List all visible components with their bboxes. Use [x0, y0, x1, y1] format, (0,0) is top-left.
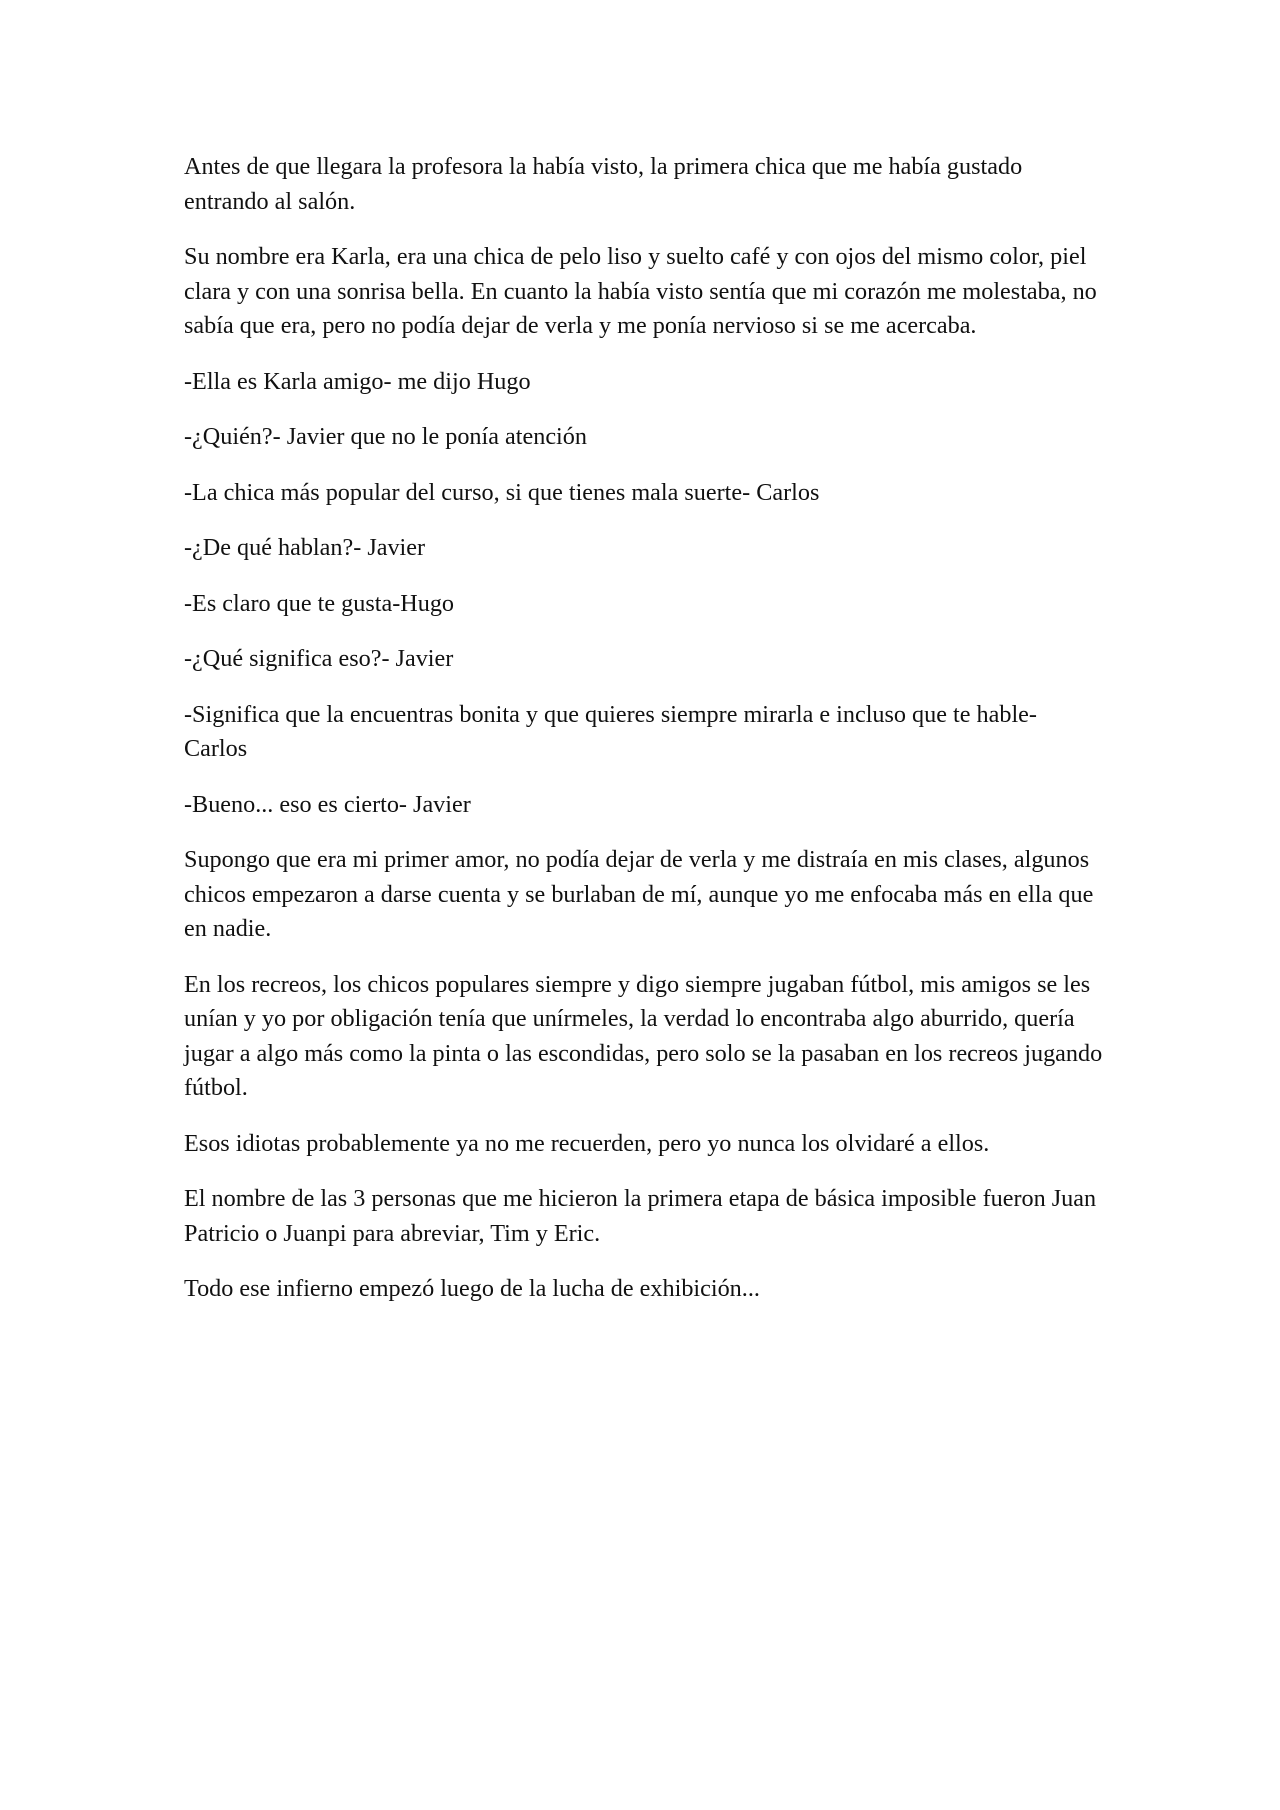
dialogue-line: -¿De qué hablan?- Javier: [184, 534, 426, 561]
paragraph: En los recreos, los chicos populares siempre y digo siempre jugaban fútbol, mis amigos se les unían y yo por obligación tenía que unírmeles, la verdad lo encontraba algo aburrido, quería jugar a algo más como la pinta o las escondidas, pero solo se la pasaban en los recreos jugando fútbol.: [184, 970, 1103, 1101]
paragraph: Esos idiotas probablemente ya no me recuerden, pero yo nunca los olvidaré a ellos.: [184, 1129, 990, 1157]
paragraph: Su nombre era Karla, era una chica de pelo liso y suelto café y con ojos del mismo color, piel clara y con una sonrisa bella. En cuanto la había visto sentía que mi corazón me molestaba, no sabía que era, pero no podía dejar de verla y me ponía nervioso si se me acercaba.: [184, 243, 1097, 339]
paragraph: Todo ese infierno empezó luego de la lucha de exhibición...: [184, 1275, 760, 1302]
paragraph: Supongo que era mi primer amor, no podía dejar de verla y me distraía en mis clases, algunos chicos empezaron a darse cuenta y se burlaban de mí, aunque yo me enfocaba más en ella que en nadie.: [184, 846, 1094, 942]
dialogue-line: -¿Quién?- Javier que no le ponía atención: [184, 423, 587, 450]
dialogue-line: -¿Qué significa eso?- Javier: [184, 645, 454, 672]
paragraph: El nombre de las 3 personas que me hicieron la primera etapa de básica imposible fueron Juan Patricio o Juanpi para abreviar, Tim y Eric.: [184, 1185, 1097, 1247]
document-body: [184, 150, 1104, 1328]
dialogue-line: -Ella es Karla amigo- me dijo Hugo: [184, 367, 531, 395]
paragraph: Antes de que llegara la profesora la había visto, la primera chica que me había gustado entrando al salón.: [184, 153, 1023, 215]
dialogue-line: -Significa que la encuentras bonita y que quieres siempre mirarla e incluso que te hable- Carlos: [184, 700, 1037, 762]
dialogue-line: -La chica más popular del curso, si que tienes mala suerte- Carlos: [184, 478, 820, 506]
dialogue-line: -Es claro que te gusta-Hugo: [184, 589, 455, 617]
dialogue-line: -Bueno... eso es cierto- Javier: [184, 790, 471, 818]
